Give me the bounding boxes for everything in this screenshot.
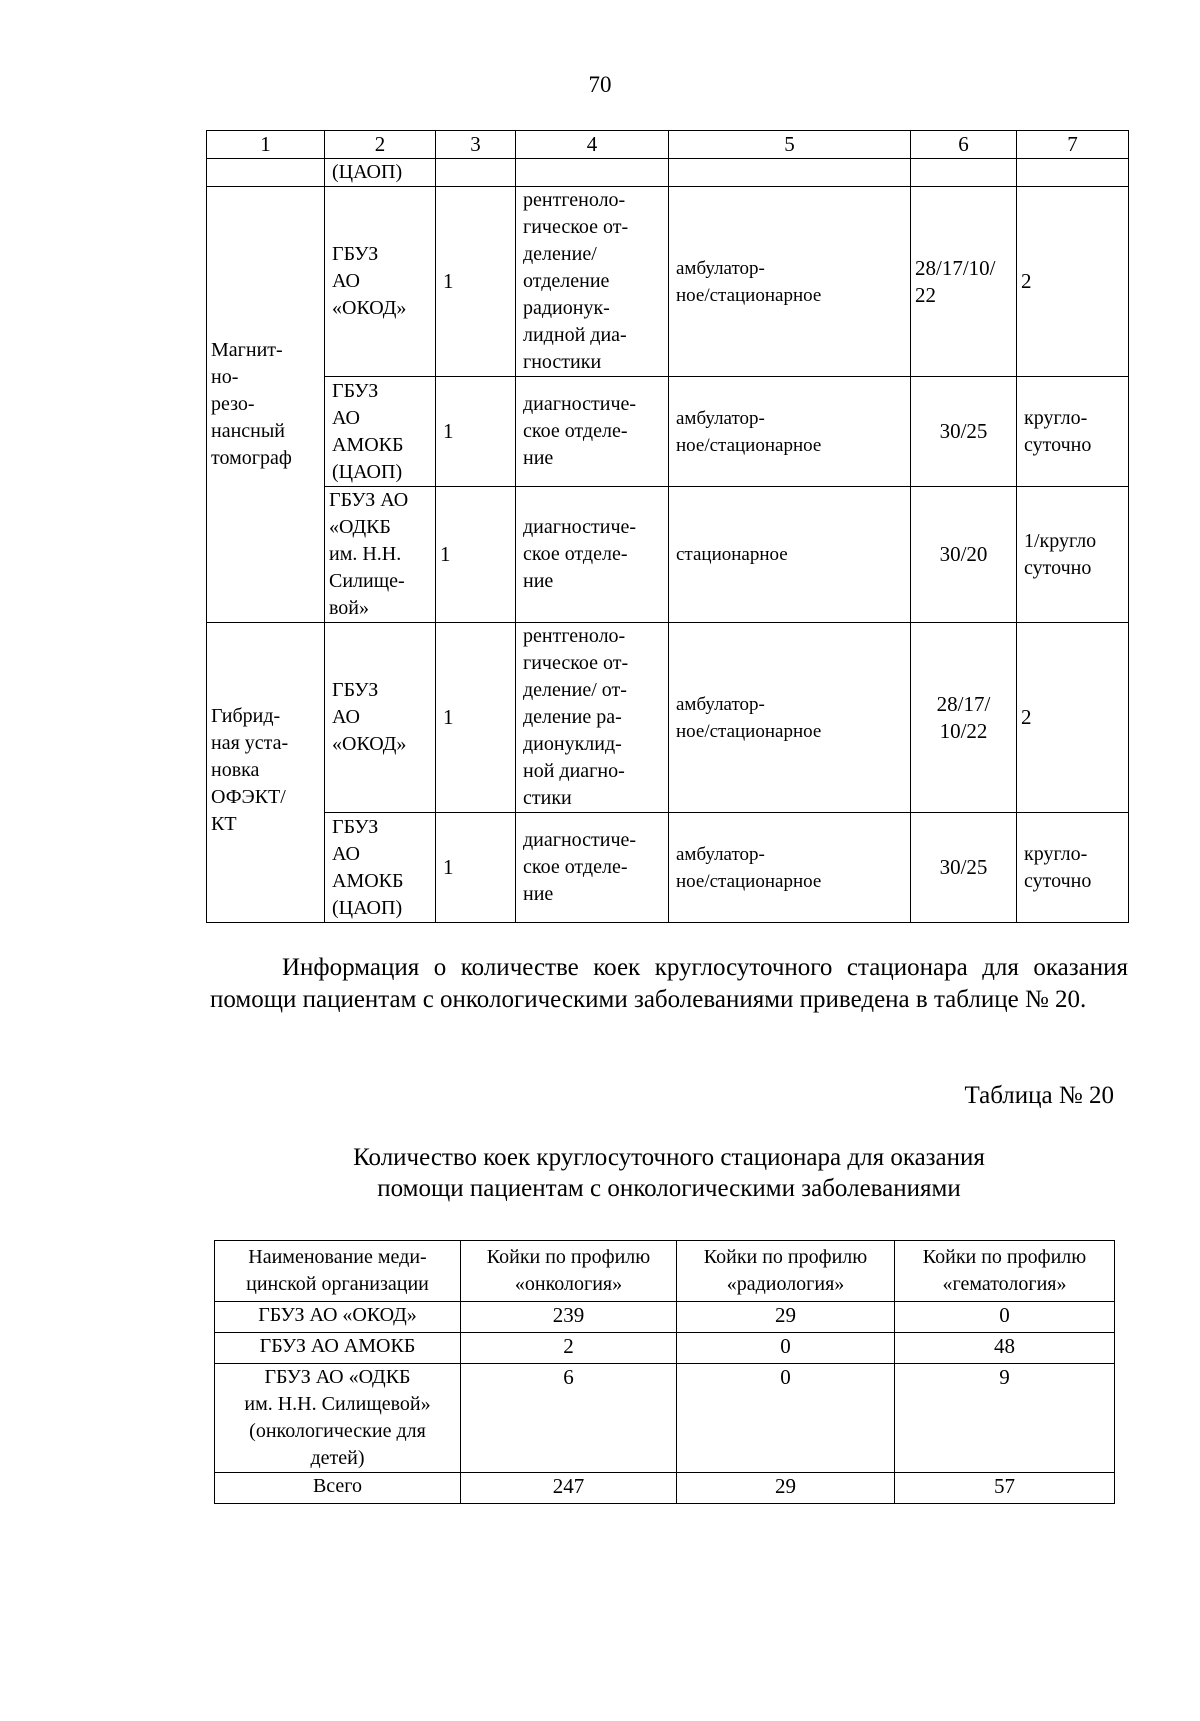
dept-cell: рентгеноло- гическое от- деление/ отделение радионук- лидной диа- гностики — [516, 187, 669, 377]
table-cell — [669, 159, 911, 187]
column-number: 1 — [207, 131, 325, 159]
column-number: 5 — [669, 131, 911, 159]
radiology-beds: 0 — [677, 1333, 895, 1364]
radiology-total: 29 — [677, 1473, 895, 1504]
hours-cell: 28/17/10/ 22 — [911, 187, 1017, 377]
org-cell: ГБУЗ АО АМОКБ (ЦАОП) — [325, 377, 436, 487]
oncology-beds: 239 — [461, 1302, 677, 1333]
total-label: Всего — [215, 1473, 461, 1504]
column-number: 7 — [1017, 131, 1129, 159]
table-cell — [911, 159, 1017, 187]
column-header: Койки по профилю «радиология» — [677, 1241, 895, 1302]
table-number: Таблица № 20 — [964, 1082, 1114, 1109]
radiology-beds: 29 — [677, 1302, 895, 1333]
column-number: 3 — [436, 131, 516, 159]
hematology-beds: 0 — [895, 1302, 1115, 1333]
dept-cell: диагностиче- ское отделе- ние — [516, 377, 669, 487]
hours-cell: 30/25 — [911, 813, 1017, 923]
oncology-total: 247 — [461, 1473, 677, 1504]
column-number: 4 — [516, 131, 669, 159]
qty-cell: 1 — [436, 187, 516, 377]
column-header: Наименование меди- цинской организации — [215, 1241, 461, 1302]
column-number: 2 — [325, 131, 436, 159]
org-cell: ГБУЗ АО АМОКБ (ЦАОП) — [325, 813, 436, 923]
hours-cell: 30/20 — [911, 487, 1017, 623]
column-number-row — [207, 131, 1129, 159]
qty-cell: 1 — [436, 487, 516, 623]
mode-cell: амбулатор- ное/стационарное — [669, 813, 911, 923]
hours-cell: 30/25 — [911, 377, 1017, 487]
table-cell — [207, 159, 325, 187]
table-row — [215, 1302, 1115, 1333]
equipment-table — [206, 130, 1129, 923]
page-number: 70 — [588, 72, 612, 97]
hours-cell: 28/17/ 10/22 — [911, 623, 1017, 813]
table-row — [207, 623, 1129, 813]
shifts-cell: кругло- суточно — [1017, 813, 1129, 923]
org-name: ГБУЗ АО «ОДКБ им. Н.Н. Силищевой» (онкологические для детей) — [215, 1364, 461, 1473]
info-paragraph: Информация о количестве коек круглосуточного стационара для оказания помощи пациентам с онкологическими заболеваниями приведена в таблице № 20. — [210, 954, 1128, 1013]
column-header: Койки по профилю «гематология» — [895, 1241, 1115, 1302]
total-row — [215, 1473, 1115, 1504]
org-cell: ГБУЗ АО «ОДКБ им. Н.Н. Силище- вой» — [325, 487, 436, 623]
qty-cell: 1 — [436, 377, 516, 487]
shifts-cell: кругло- суточно — [1017, 377, 1129, 487]
org-cell: ГБУЗ АО «ОКОД» — [325, 187, 436, 377]
table-row — [207, 187, 1129, 377]
table-cell — [1017, 159, 1129, 187]
table-row — [215, 1364, 1115, 1473]
column-header: Койки по профилю «онкология» — [461, 1241, 677, 1302]
mode-cell: амбулатор- ное/стационарное — [669, 187, 911, 377]
header-row — [215, 1241, 1115, 1302]
dept-cell: рентгеноло- гическое от- деление/ от- деление ра- дионуклид- ной диагно- стики — [516, 623, 669, 813]
table-cell — [436, 159, 516, 187]
table-row — [215, 1333, 1115, 1364]
mode-cell: амбулатор- ное/стационарное — [669, 623, 911, 813]
org-name: ГБУЗ АО АМОКБ — [215, 1333, 461, 1364]
column-number: 6 — [911, 131, 1017, 159]
table-row — [207, 377, 1129, 487]
shifts-cell: 1/кругло суточно — [1017, 487, 1129, 623]
beds-table — [214, 1240, 1115, 1504]
shifts-cell: 2 — [1017, 623, 1129, 813]
hematology-beds: 48 — [895, 1333, 1115, 1364]
table-title: Количество коек круглосуточного стационара для оказания помощи пациентам с онкологическими заболеваниями — [353, 1144, 985, 1202]
oncology-beds: 6 — [461, 1364, 677, 1473]
org-cell: ГБУЗ АО «ОКОД» — [325, 623, 436, 813]
shifts-cell: 2 — [1017, 187, 1129, 377]
mode-cell: амбулатор- ное/стационарное — [669, 377, 911, 487]
radiology-beds: 0 — [677, 1364, 895, 1473]
equipment-name: Магнит- но- резо- нансный томограф — [207, 187, 325, 623]
continuation-cell: (ЦАОП) — [325, 159, 436, 187]
equipment-name: Гибрид- ная уста- новка ОФЭКТ/ КТ — [207, 623, 325, 923]
mode-cell: стационарное — [669, 487, 911, 623]
qty-cell: 1 — [436, 623, 516, 813]
dept-cell: диагностиче- ское отделе- ние — [516, 813, 669, 923]
table-row — [207, 813, 1129, 923]
org-name: ГБУЗ АО «ОКОД» — [215, 1302, 461, 1333]
hematology-total: 57 — [895, 1473, 1115, 1504]
dept-cell: диагностиче- ское отделе- ние — [516, 487, 669, 623]
oncology-beds: 2 — [461, 1333, 677, 1364]
qty-cell: 1 — [436, 813, 516, 923]
table-cell — [516, 159, 669, 187]
hematology-beds: 9 — [895, 1364, 1115, 1473]
table-row — [207, 487, 1129, 623]
continuation-row — [207, 159, 1129, 187]
